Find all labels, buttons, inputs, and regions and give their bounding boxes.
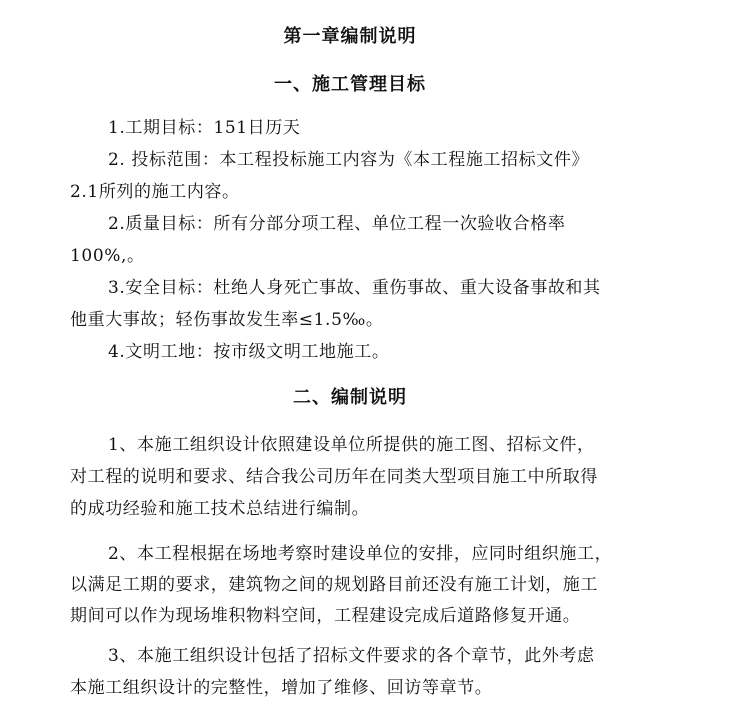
paragraph-line: 1、本施工组织设计依照建设单位所提供的施工图、招标文件，	[108, 435, 595, 455]
goal-item-line: 2.1所列的施工内容。	[70, 182, 240, 202]
goal-item-line: 100%,。	[70, 246, 145, 266]
goal-item-line: 4.文明工地：按市级文明工地施工。	[108, 342, 390, 362]
paragraph-line: 的成功经验和施工技术总结进行编制。	[70, 499, 370, 519]
goal-item-line: 2. 投标范围：本工程投标施工内容为《本工程施工招标文件》	[108, 150, 590, 170]
goal-item-line: 2.质量目标：所有分部分项工程、单位工程一次验收合格率	[108, 214, 566, 234]
paragraph-line: 对工程的说明和要求、结合我公司历年在同类大型项目施工中所取得	[70, 467, 598, 487]
chapter-title: 第一章编制说明	[283, 26, 417, 47]
paragraph-line: 期间可以作为现场堆积物料空间，工程建设完成后道路修复开通。	[70, 606, 581, 626]
paragraph-line: 本施工组织设计的完整性，增加了维修、回访等章节。	[70, 678, 493, 698]
section1-heading: 一、施工管理目标	[274, 74, 426, 95]
goal-item-line: 3.安全目标：杜绝人身死亡事故、重伤事故、重大设备事故和其	[108, 278, 601, 298]
paragraph-line: 3、本施工组织设计包括了招标文件要求的各个章节，此外考虑	[108, 646, 595, 666]
goal-item-line: 1.工期目标：151日历天	[108, 118, 301, 138]
goal-item-line: 他重大事故；轻伤事故发生率≤1.5‰。	[70, 310, 384, 330]
section2-heading: 二、编制说明	[293, 387, 407, 408]
paragraph-line: 2、本工程根据在场地考察时建设单位的安排，应同时组织施工，	[108, 544, 613, 564]
paragraph-line: 以满足工期的要求，建筑物之间的规划路目前还没有施工计划，施工	[70, 575, 598, 595]
